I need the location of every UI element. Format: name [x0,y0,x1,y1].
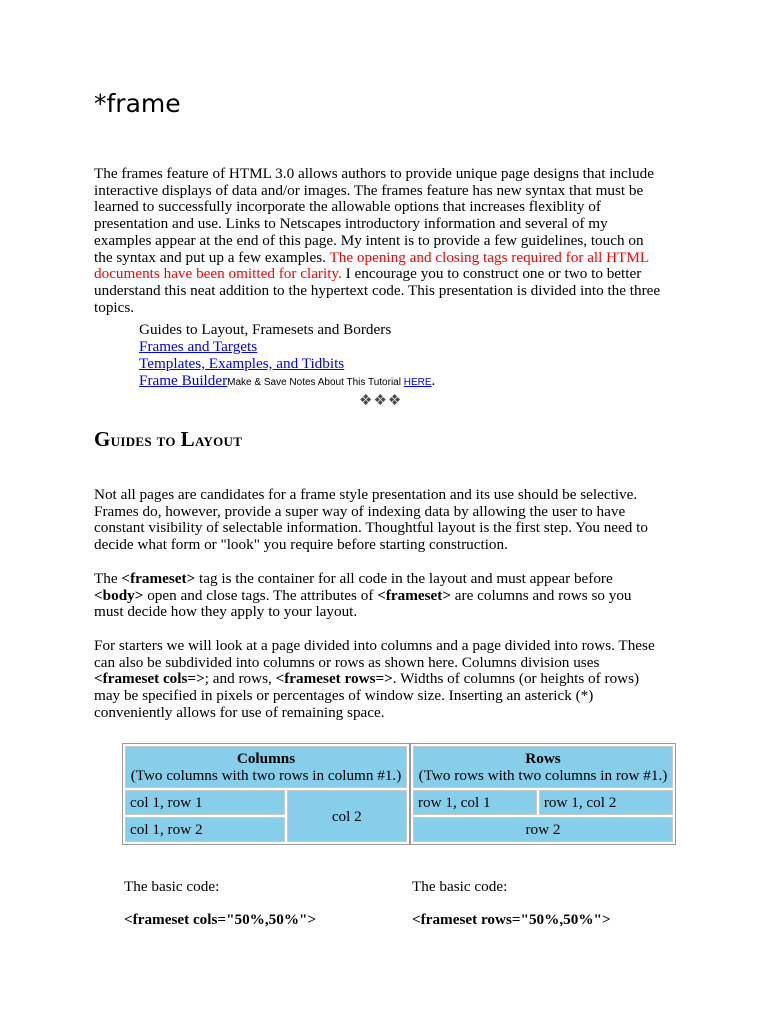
columns-heading: Columns [236,750,296,767]
topic-item-layout: Guides to Layout, Framesets and Borders [139,321,392,338]
rows-table-header [413,746,673,788]
columns-example-table [122,743,410,845]
columns-table-header [125,746,407,788]
rows-subheading: (Two rows with two columns in row #1.) [418,767,668,784]
ornament-divider-icon: ❖❖❖ [359,393,403,409]
columns-rows-paragraph: For starters we will look at a page divided into columns and a page divided into rows. These can also be subdivided into columns or rows as shown here. Columns division uses <frameset cols=>; and rows, <frameset rows=>. Widths of columns (or heights of rows) may be specified in pixels or percentages of window size. Inserting an asterick (*) conveniently allows for use of remaining space. [94,637,655,721]
intro-text: The frames feature of HTML 3.0 allows authors to provide unique page designs that include interactive displays of data and/or images. The frames feature has new syntax that must be learned to successfully incorporate the allowable options that increases flexiblity of presentation and use. Links to Netscapes introductory information and several of my examples appear at the end of this page. My intent is to provide a few guidelines, touch on the syntax and put up a few examples. [94,165,654,266]
rows-example-table [410,743,676,845]
frameset-cols-tag: <frameset cols=> [94,670,205,688]
rows-cell-row1-col1: row 1, col 1 [413,790,537,815]
frameset-paragraph: The <frameset> tag is the container for all code in the layout and must appear before <body> open and close tags. The attributes of <frameset> are columns and rows so you must decide how they apply to your layout. [94,570,632,621]
columns-subheading: (Two columns with two rows in column #1.) [130,767,402,784]
rows-cell-row2: row 2 [413,817,673,842]
columns-cell-col1-row2: col 1, row 2 [125,817,285,842]
topic-link-frame-builder[interactable]: Frame Builder [139,372,228,389]
notes-period: . [431,372,436,389]
notes-here-link[interactable]: HERE [403,377,432,388]
columns-basic-code-label: The basic code: [124,878,220,895]
columns-cell-col1-row1: col 1, row 1 [125,790,285,815]
intro-red-note: The opening and closing tags required for all HTML documents have been omitted for clarity. [94,248,649,283]
intro-text-end: I encourage you to construct one or two to better understand this neat addition to the hypertext code. This presentation is divided into the three topics. [94,265,661,316]
body-tag: <body> [94,586,144,604]
frameset-tag: <frameset> [121,570,196,587]
topic-link-frames-targets[interactable]: Frames and Targets [139,338,258,355]
frameset-tag: <frameset> [377,586,451,604]
columns-code-snippet: <frameset cols="50%,50%"> [124,911,317,928]
topic-link-templates[interactable]: Templates, Examples, and Tidbits [139,355,345,372]
intro-paragraph [94,166,664,316]
rows-basic-code-label: The basic code: [412,878,508,895]
rows-code-snippet: <frameset rows="50%,50%"> [412,911,611,928]
columns-cell-col2: col 2 [287,790,407,842]
topic-list [139,321,435,391]
rows-cell-row1-col2: row 1, col 2 [539,790,673,815]
notes-text: Make & Save Notes About This Tutorial [227,377,404,388]
section-heading-guides-to-layout: Guides to Layout [94,427,243,451]
rows-heading: Rows [525,750,561,767]
frameset-rows-tag: <frameset rows=> [275,670,393,688]
page-title: *frame [94,89,181,118]
layout-paragraph: Not all pages are candidates for a frame style presentation and its use should be selective. Frames do, however, provide a super way of indexing data by allowing the user to have constant visibility of selectable information. Thoughtful layout is the first step. You need to decide what form or "look" you require before starting construction. [94,486,648,554]
